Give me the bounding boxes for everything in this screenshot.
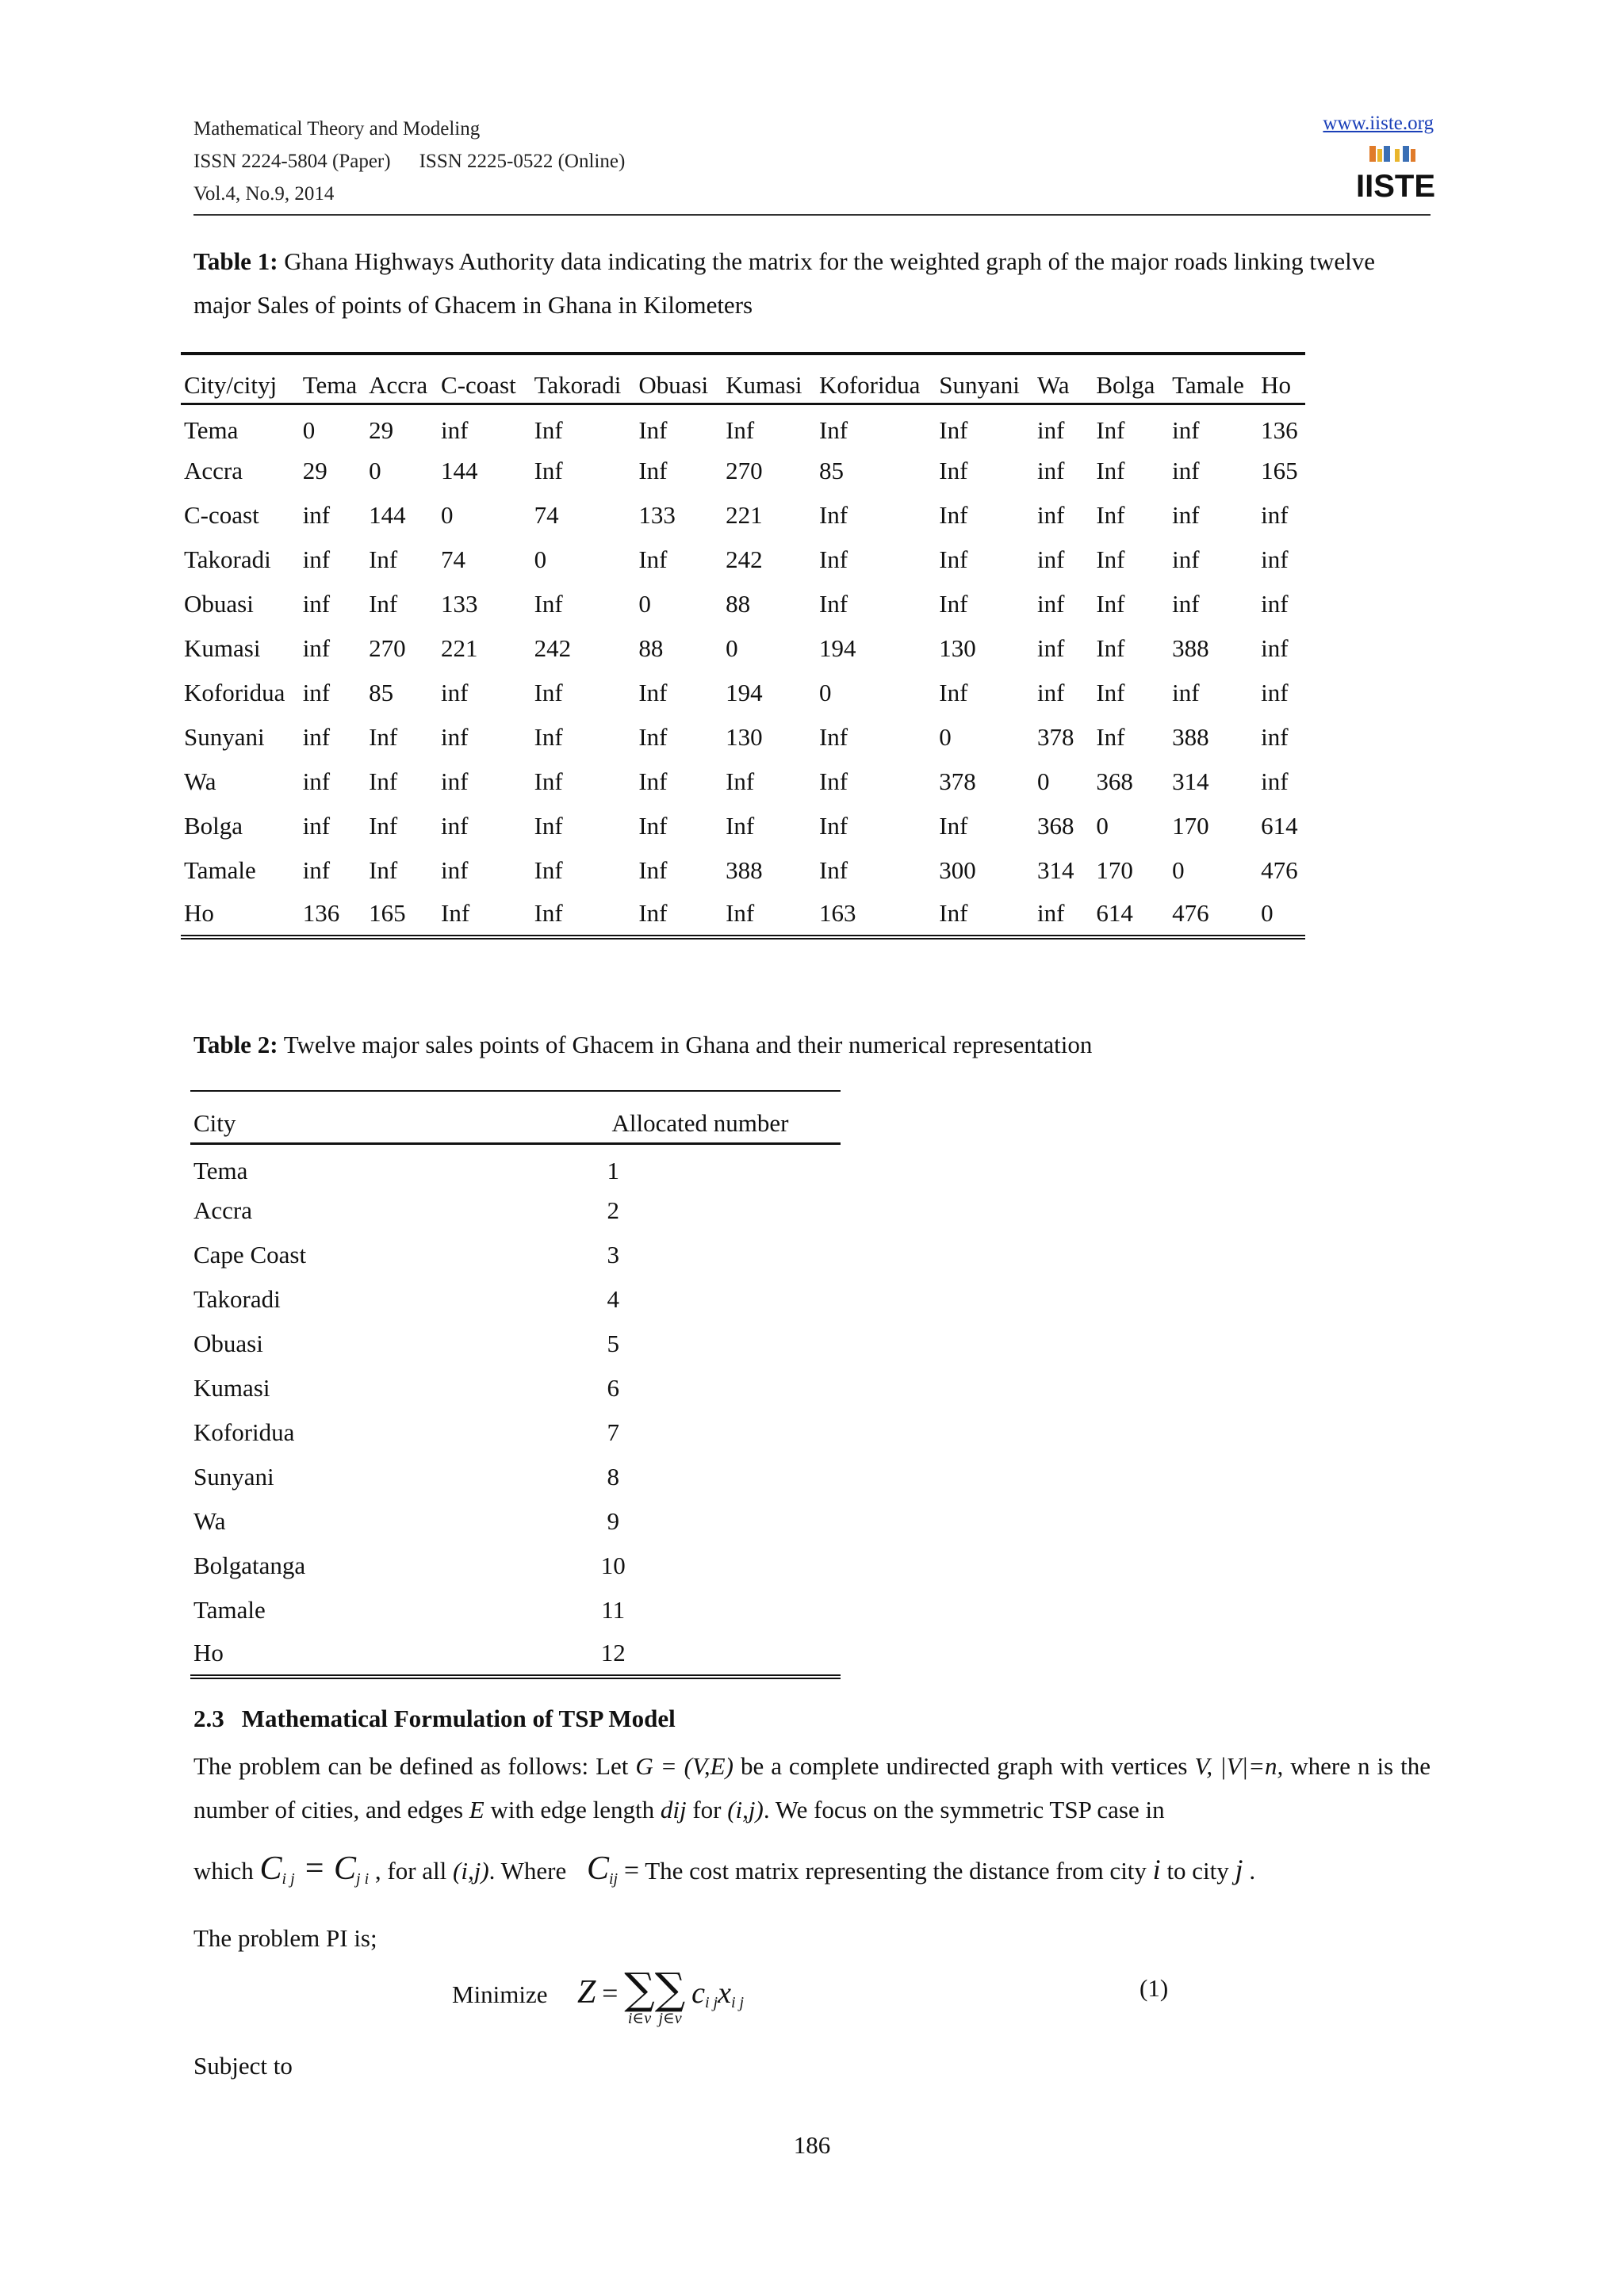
distance-cell: inf (1036, 678, 1065, 706)
distance-cell: 85 (818, 456, 844, 484)
distance-cell: Inf (818, 811, 848, 840)
distance-cell: 165 (1261, 456, 1298, 484)
sum-symbol: ∑ (654, 1964, 686, 2014)
allocated-number-cell: 7 (607, 1418, 619, 1446)
distance-cell: inf (1261, 678, 1289, 706)
row-city-cell: Accra (184, 456, 243, 484)
allocated-number-cell: 11 (601, 1595, 626, 1624)
distance-cell: Inf (638, 722, 668, 751)
issn-line (193, 145, 625, 178)
text: , for all (369, 1857, 454, 1885)
distance-cell: 270 (369, 633, 406, 662)
distance-cell: 378 (939, 767, 976, 795)
city-name-cell: Cape Coast (193, 1240, 307, 1269)
distance-cell: Inf (369, 767, 398, 795)
distance-cell: inf (441, 678, 469, 706)
row-city-cell: Kumasi (184, 633, 261, 662)
distance-cell: inf (1036, 545, 1065, 573)
distance-cell: inf (1172, 500, 1200, 529)
equation-number: (1) (1139, 1974, 1169, 2002)
distance-cell: inf (302, 633, 331, 662)
section-heading (193, 1705, 676, 1733)
header-cell: Obuasi (635, 354, 722, 404)
header-rule (193, 214, 1431, 216)
city-name-cell: Takoradi (193, 1284, 281, 1313)
distance-cell: 85 (369, 678, 394, 706)
distance-cell: 0 (1036, 767, 1050, 795)
distance-cell: 130 (939, 633, 976, 662)
distance-cell: 388 (726, 855, 763, 884)
distance-cell: 0 (1096, 811, 1109, 840)
table-row (181, 893, 1305, 937)
distance-cell: Inf (369, 811, 398, 840)
table-row (190, 1410, 841, 1455)
table-header-row (181, 354, 1305, 404)
distance-cell: 614 (1093, 893, 1169, 937)
distance-cell: 368 (1096, 767, 1133, 795)
distance-cell: Inf (534, 767, 563, 795)
distance-cell: 388 (1172, 633, 1209, 662)
header-cell: Ho (1258, 354, 1305, 404)
city-name-cell: Obuasi (193, 1329, 263, 1357)
table-header-row (190, 1091, 841, 1144)
distance-cell: inf (441, 416, 469, 445)
table-row (181, 582, 1305, 626)
distance-cell: 388 (1172, 722, 1209, 751)
distance-cell: 170 (1096, 855, 1133, 884)
distance-cell: 0 (1258, 893, 1305, 937)
table-row (190, 1544, 841, 1588)
city-name-cell: Ho (190, 1632, 385, 1677)
distance-cell: inf (302, 589, 331, 618)
distance-cell: 136 (300, 893, 366, 937)
allocated-number-cell: 1 (607, 1157, 619, 1185)
distance-cell: 368 (1036, 811, 1074, 840)
distance-cell: Inf (638, 416, 668, 445)
volume-info: Vol.4, No.9, 2014 (193, 183, 335, 205)
distance-cell: Inf (638, 767, 668, 795)
city-name-cell: Tema (193, 1157, 248, 1185)
distance-cell: inf (302, 722, 331, 751)
distance-cell: inf (1261, 500, 1289, 529)
distance-cell: 133 (638, 500, 676, 529)
row-city-cell: Bolga (184, 811, 243, 840)
distance-cell: Inf (1096, 633, 1125, 662)
distance-cell: inf (1036, 500, 1065, 529)
distance-cell: Inf (534, 678, 563, 706)
distance-cell: Inf (534, 589, 563, 618)
row-city-cell: Tamale (184, 855, 256, 884)
distance-cell: Inf (534, 855, 563, 884)
city-number-table (190, 1090, 841, 1679)
distance-cell: inf (1036, 456, 1065, 484)
distance-cell: 74 (534, 500, 559, 529)
header-cell: Sunyani (936, 354, 1034, 404)
distance-cell: inf (1172, 416, 1200, 445)
distance-cell: 133 (441, 589, 478, 618)
distance-cell: 0 (369, 456, 381, 484)
distance-cell: Inf (818, 767, 848, 795)
text: The problem can be defined as follows: Let (193, 1752, 636, 1780)
distance-cell: Inf (818, 500, 848, 529)
distance-cell: Inf (936, 893, 1034, 937)
distance-cell: Inf (1096, 500, 1125, 529)
header-allocated-number: Allocated number (385, 1091, 841, 1144)
distance-cell: 163 (816, 893, 936, 937)
table-row (190, 1277, 841, 1322)
row-city-cell: C-coast (184, 500, 259, 529)
minimize-label: Minimize (452, 1980, 548, 2009)
table-row (181, 449, 1305, 493)
distance-cell: 614 (1261, 811, 1298, 840)
table-row (190, 1632, 841, 1677)
section-number: 2.3 (193, 1705, 224, 1732)
distance-cell: Inf (939, 545, 968, 573)
table1-label: Table 1: (193, 247, 278, 275)
header-cell: City/cityj (181, 354, 300, 404)
math-j: j (1235, 1854, 1243, 1885)
table-row (190, 1144, 841, 1188)
distance-cell: inf (1172, 456, 1200, 484)
distance-cell: Inf (534, 416, 563, 445)
allocated-number-cell: 9 (607, 1506, 619, 1535)
distance-cell: 136 (1261, 416, 1298, 445)
table-row (190, 1499, 841, 1544)
issn-paper: ISSN 2224-5804 (Paper) (193, 151, 391, 172)
header-cell: C-coast (438, 354, 531, 404)
distance-cell: inf (302, 678, 331, 706)
iiste-logo (1355, 144, 1436, 204)
logo-text: IISTE (1355, 169, 1436, 204)
distance-cell: inf (1261, 633, 1289, 662)
allocated-number-cell: 4 (607, 1284, 619, 1313)
distance-cell: 194 (818, 633, 856, 662)
text: The cost matrix representing the distance from city (639, 1857, 1153, 1885)
allocated-number-cell: 3 (607, 1240, 619, 1269)
objective-equation: Minimize Z = ∑ i∈v ∑ j∈v $c_{i j}x_{i j}$ (452, 1964, 745, 2027)
allocated-number-cell: 10 (600, 1551, 626, 1579)
distance-cell: 29 (369, 416, 394, 445)
table-row (181, 671, 1305, 715)
table-row (190, 1366, 841, 1410)
distance-cell: Inf (722, 893, 816, 937)
distance-cell: Inf (531, 893, 636, 937)
math-edges: E (469, 1796, 485, 1823)
header-cell: Wa (1034, 354, 1093, 404)
website-link[interactable]: www.iiste.org (1323, 113, 1434, 134)
distance-cell: Inf (939, 416, 968, 445)
distance-cell: 88 (638, 633, 664, 662)
text: for (686, 1796, 728, 1823)
distance-cell: 242 (534, 633, 572, 662)
math-cij-xij: $c_{i j}x_{i j}$ (691, 1976, 745, 2012)
distance-cell: Inf (635, 893, 722, 937)
row-city-cell: Sunyani (184, 722, 265, 751)
distance-cell: Inf (638, 545, 668, 573)
table-row (190, 1455, 841, 1499)
table-row (190, 1322, 841, 1366)
table1-caption (193, 239, 1431, 327)
distance-cell: Inf (818, 589, 848, 618)
distance-cell: Inf (534, 456, 563, 484)
distance-cell: inf (441, 855, 469, 884)
distance-cell: Inf (818, 855, 848, 884)
distance-cell: inf (302, 767, 331, 795)
table2-label: Table 2: (193, 1031, 278, 1058)
table-row (181, 760, 1305, 804)
distance-cell: 165 (366, 893, 438, 937)
allocated-number-cell: 8 (607, 1462, 619, 1490)
row-city-cell: Koforidua (184, 678, 285, 706)
distance-cell: inf (302, 811, 331, 840)
row-city-cell: Ho (181, 893, 300, 937)
distance-cell: inf (1261, 589, 1289, 618)
distance-cell: Inf (1096, 722, 1125, 751)
sum-symbol: ∑ (624, 1964, 655, 2014)
distance-cell: Inf (1096, 416, 1125, 445)
distance-cell: 74 (441, 545, 466, 573)
distance-cell: Inf (1096, 456, 1125, 484)
distance-cell: inf (1036, 633, 1065, 662)
header-cell: Accra (366, 354, 438, 404)
distance-cell: Inf (726, 767, 755, 795)
distance-cell: inf (441, 722, 469, 751)
distance-cell: Inf (1096, 589, 1125, 618)
math-ij: (i,j) (727, 1796, 764, 1823)
section-title: Mathematical Formulation of TSP Model (241, 1705, 676, 1732)
math-i: i (1152, 1854, 1161, 1885)
text: with edge length (484, 1796, 661, 1823)
header-cell: Kumasi (722, 354, 816, 404)
distance-cell: 0 (534, 545, 547, 573)
distance-cell: 194 (726, 678, 763, 706)
distance-cell: inf (302, 855, 331, 884)
distance-cell: Inf (534, 811, 563, 840)
distance-cell: Inf (939, 456, 968, 484)
distance-cell: Inf (369, 589, 398, 618)
distance-cell: inf (1034, 893, 1093, 937)
distance-cell: 88 (726, 589, 751, 618)
distance-cell: Inf (638, 456, 668, 484)
distance-cell: 221 (726, 500, 763, 529)
distance-cell: 0 (441, 500, 454, 529)
distance-cell: inf (1036, 589, 1065, 618)
header-cell: Bolga (1093, 354, 1169, 404)
distance-cell: Inf (638, 855, 668, 884)
distance-cell: inf (302, 545, 331, 573)
table-row (190, 1588, 841, 1632)
header-cell: Tema (300, 354, 366, 404)
row-city-cell: Wa (184, 767, 216, 795)
page-number: 186 (793, 2131, 831, 2159)
city-name-cell: Bolgatanga (193, 1551, 306, 1579)
city-name-cell: Koforidua (193, 1418, 295, 1446)
distance-cell: inf (1261, 722, 1289, 751)
math-dij: dij (660, 1796, 687, 1823)
distance-cell: 0 (726, 633, 738, 662)
table-row (181, 804, 1305, 848)
distance-cell: Inf (1096, 678, 1125, 706)
distance-cell: Inf (939, 678, 968, 706)
distance-cell: Inf (939, 500, 968, 529)
journal-header (193, 113, 625, 210)
paragraph-problem: The problem PI is; (193, 1924, 377, 1952)
distance-cell: 221 (441, 633, 478, 662)
math-ij: (i,j) (453, 1857, 489, 1885)
table-row (181, 626, 1305, 671)
distance-cell: inf (1261, 545, 1289, 573)
issn-online: ISSN 2225-0522 (Online) (419, 151, 626, 172)
subject-to: Subject to (193, 2052, 293, 2080)
table-row (190, 1233, 841, 1277)
row-city-cell: Takoradi (184, 545, 271, 573)
header-cell: Tamale (1169, 354, 1258, 404)
paragraph-definition (193, 1744, 1431, 1831)
distance-cell: 144 (441, 456, 478, 484)
table-row (181, 715, 1305, 760)
table2-caption-text: Twelve major sales points of Ghacem in Ghana and their numerical representation (278, 1031, 1093, 1058)
distance-cell: 476 (1261, 855, 1298, 884)
distance-cell: Inf (638, 811, 668, 840)
distance-cell: Inf (438, 893, 531, 937)
paragraph-symmetric: which $C_{i j} = C_{j i}$ , for all (i,j). Where $C_{ij}$ = The cost matrix representing the distance from city i to city j . (193, 1850, 1256, 1888)
table2-caption (193, 1023, 1431, 1066)
distance-cell: 0 (939, 722, 952, 751)
distance-cell: 242 (726, 545, 763, 573)
row-city-cell: Obuasi (184, 589, 254, 618)
distance-matrix-table (181, 352, 1305, 939)
city-name-cell: Sunyani (193, 1462, 274, 1490)
city-name-cell: Kumasi (193, 1373, 270, 1402)
table-row (190, 1188, 841, 1233)
distance-cell: Inf (1096, 545, 1125, 573)
distance-cell: inf (302, 500, 331, 529)
distance-cell: inf (441, 767, 469, 795)
row-city-cell: Tema (184, 416, 239, 445)
distance-cell: Inf (369, 722, 398, 751)
distance-cell: Inf (369, 855, 398, 884)
distance-cell: Inf (818, 416, 848, 445)
distance-cell: 314 (1036, 855, 1074, 884)
math-graph: G = (V,E) (635, 1752, 733, 1780)
distance-cell: 0 (302, 416, 316, 445)
distance-cell: 0 (638, 589, 651, 618)
allocated-number-cell: 6 (607, 1373, 619, 1402)
header-cell: Koforidua (816, 354, 936, 404)
city-name-cell: Accra (193, 1196, 252, 1224)
distance-cell: Inf (638, 678, 668, 706)
text: which (193, 1857, 260, 1885)
allocated-number-cell: 2 (607, 1196, 619, 1224)
text: where n is the number of cities, and edges (193, 1752, 1431, 1823)
distance-cell: inf (1172, 545, 1200, 573)
city-name-cell: Tamale (193, 1595, 266, 1624)
distance-cell: 170 (1172, 811, 1209, 840)
distance-cell: 314 (1172, 767, 1209, 795)
distance-cell: 144 (369, 500, 406, 529)
header-city: City (190, 1091, 385, 1144)
text: . (1243, 1857, 1256, 1885)
distance-cell: Inf (939, 811, 968, 840)
allocated-number-cell: 5 (607, 1329, 619, 1357)
table1-caption-text: Ghana Highways Authority data indicating the matrix for the weighted graph of the major roads linking twelve major Sales of points of Ghacem in Ghana in Kilometers (193, 247, 1375, 319)
distance-cell: inf (1261, 767, 1289, 795)
distance-cell: Inf (726, 416, 755, 445)
distance-cell: 29 (302, 456, 327, 484)
distance-cell: 378 (1036, 722, 1074, 751)
distance-cell: Inf (939, 589, 968, 618)
text: to city (1160, 1857, 1235, 1885)
distance-cell: 0 (818, 678, 832, 706)
table-row (181, 538, 1305, 582)
distance-cell: 130 (726, 722, 763, 751)
table-row (181, 404, 1305, 449)
distance-cell: Inf (534, 722, 563, 751)
distance-cell: Inf (726, 811, 755, 840)
math-cij: $C_{ij}$ (586, 1850, 619, 1888)
header-cell: Takoradi (531, 354, 636, 404)
distance-cell: inf (441, 811, 469, 840)
distance-cell: 0 (1172, 855, 1185, 884)
distance-cell: Inf (818, 545, 848, 573)
distance-cell: inf (1172, 678, 1200, 706)
text: be a complete undirected graph with vertices (733, 1752, 1195, 1780)
distance-cell: inf (1036, 416, 1065, 445)
text: . Where (488, 1857, 573, 1885)
math-z: Z (577, 1974, 596, 2011)
distance-cell: 270 (726, 456, 763, 484)
allocated-number-cell: 12 (385, 1632, 841, 1677)
distance-cell: 476 (1169, 893, 1258, 937)
text: . We focus on the symmetric TSP case in (763, 1796, 1165, 1823)
distance-cell: Inf (369, 545, 398, 573)
journal-title: Mathematical Theory and Modeling (193, 118, 481, 140)
table-row (181, 493, 1305, 538)
distance-cell: 300 (939, 855, 976, 884)
city-name-cell: Wa (193, 1506, 226, 1535)
table-row (181, 848, 1305, 893)
distance-cell: inf (1172, 589, 1200, 618)
math-cij-equals-cji: $C_{i j} = C_{j i}$ (259, 1850, 370, 1888)
distance-cell: Inf (818, 722, 848, 751)
math-vertices: V, |V|=n, (1194, 1752, 1284, 1780)
